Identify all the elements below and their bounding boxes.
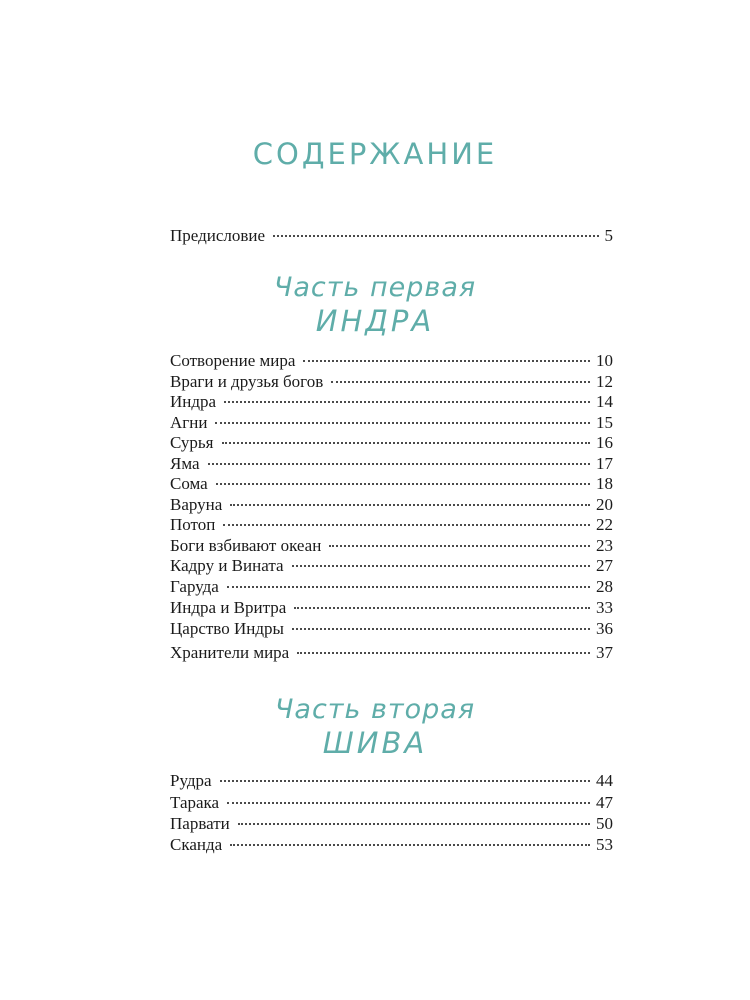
toc-entry[interactable] — [170, 514, 613, 536]
toc-entry-page: 53 — [596, 835, 613, 854]
toc-entry-title: Яма — [170, 454, 200, 473]
toc-entry-title: Индра и Вритра — [170, 598, 287, 617]
toc-entry[interactable] — [170, 618, 613, 640]
dot-leader — [223, 524, 590, 526]
toc-entry-title: Сома — [170, 474, 208, 493]
toc-entry-title: Сурья — [170, 433, 214, 452]
dot-leader — [227, 586, 590, 588]
toc-entry[interactable] — [170, 597, 613, 619]
toc-entry[interactable] — [170, 473, 613, 495]
dot-leader — [292, 565, 590, 567]
toc-entry-page: 50 — [596, 814, 613, 833]
toc-entry[interactable] — [170, 770, 613, 792]
part-label: Часть первая — [273, 272, 477, 303]
toc-entry-page: 33 — [596, 598, 613, 617]
toc-entry-page: 16 — [596, 433, 613, 452]
toc-entry[interactable] — [170, 535, 613, 557]
toc-entry-title: Хранители мира — [170, 643, 290, 662]
toc-entry-page: 18 — [596, 474, 613, 493]
dot-leader — [208, 463, 590, 465]
toc-entry[interactable] — [170, 391, 613, 413]
toc-entry-page: 14 — [596, 392, 613, 411]
toc-entry-title: Варуна — [170, 495, 223, 514]
toc-entry[interactable] — [170, 834, 613, 856]
toc-entry-page: 27 — [596, 556, 613, 575]
toc-entry-title: Рудра — [170, 771, 212, 790]
toc-entry-page: 44 — [596, 771, 613, 790]
toc-entry-page: 17 — [596, 454, 613, 473]
toc-entry-title: Тарака — [170, 793, 220, 812]
toc-entry-title: Кадру и Вината — [170, 556, 284, 575]
dot-leader — [331, 381, 590, 383]
dot-leader — [222, 442, 591, 444]
toc-entry-page: 37 — [596, 643, 613, 662]
toc-entry-title: Сканда — [170, 835, 223, 854]
toc-entry-page: 10 — [596, 351, 613, 370]
dot-leader — [238, 823, 590, 825]
part-name: ИНДРА — [315, 304, 435, 338]
toc-entry-page: 12 — [596, 372, 613, 391]
toc-entry-title: Боги взбивают океан — [170, 536, 322, 555]
dot-leader — [224, 401, 590, 403]
toc-entry-page: 22 — [596, 515, 613, 534]
toc-entry[interactable] — [170, 792, 613, 814]
toc-entry-page: 28 — [596, 577, 613, 596]
toc-entry-title: Предисловие — [170, 226, 266, 245]
toc-entry-title: Индра — [170, 392, 217, 411]
dot-leader — [230, 504, 590, 506]
toc-entry-page: 20 — [596, 495, 613, 514]
toc-entry[interactable] — [170, 432, 613, 454]
part-heading-2 — [0, 694, 750, 760]
toc-entry[interactable] — [170, 371, 613, 393]
toc-entry-page: 15 — [596, 413, 613, 432]
toc-entry[interactable] — [170, 453, 613, 475]
toc-entry-title: Враги и друзья богов — [170, 372, 324, 391]
toc-entry-title: Сотворение мира — [170, 351, 296, 370]
toc-entry[interactable] — [170, 813, 613, 835]
toc-entry[interactable] — [170, 412, 613, 434]
dot-leader — [216, 483, 590, 485]
dot-leader — [294, 607, 590, 609]
part-name: ШИВА — [322, 726, 428, 760]
toc-entry-title: Гаруда — [170, 577, 219, 596]
dot-leader — [273, 235, 598, 237]
toc-entry-page: 36 — [596, 619, 613, 638]
dot-leader — [230, 844, 590, 846]
part-heading-1 — [0, 272, 750, 338]
part-label: Часть вторая — [274, 694, 476, 725]
toc-entry-title: Царство Индры — [170, 619, 284, 638]
dot-leader — [303, 360, 590, 362]
page-title: СОДЕРЖАНИЕ — [252, 137, 498, 171]
toc-entry-page: 47 — [596, 793, 613, 812]
dot-leader — [220, 780, 590, 782]
toc-entry-page: 5 — [604, 226, 613, 245]
dot-leader — [329, 545, 590, 547]
dot-leader — [292, 628, 590, 630]
toc-entry-page: 23 — [596, 536, 613, 555]
toc-entry[interactable] — [170, 576, 613, 598]
toc-entry[interactable] — [170, 642, 613, 664]
dot-leader — [297, 652, 590, 654]
toc-entry-title: Парвати — [170, 814, 230, 833]
toc-entry-preface[interactable] — [170, 225, 613, 247]
dot-leader — [215, 422, 590, 424]
dot-leader — [227, 802, 590, 804]
toc-entry[interactable] — [170, 494, 613, 516]
toc-entry[interactable] — [170, 350, 613, 372]
toc-entry-title: Потоп — [170, 515, 216, 534]
toc-entry[interactable] — [170, 555, 613, 577]
toc-entry-title: Агни — [170, 413, 208, 432]
